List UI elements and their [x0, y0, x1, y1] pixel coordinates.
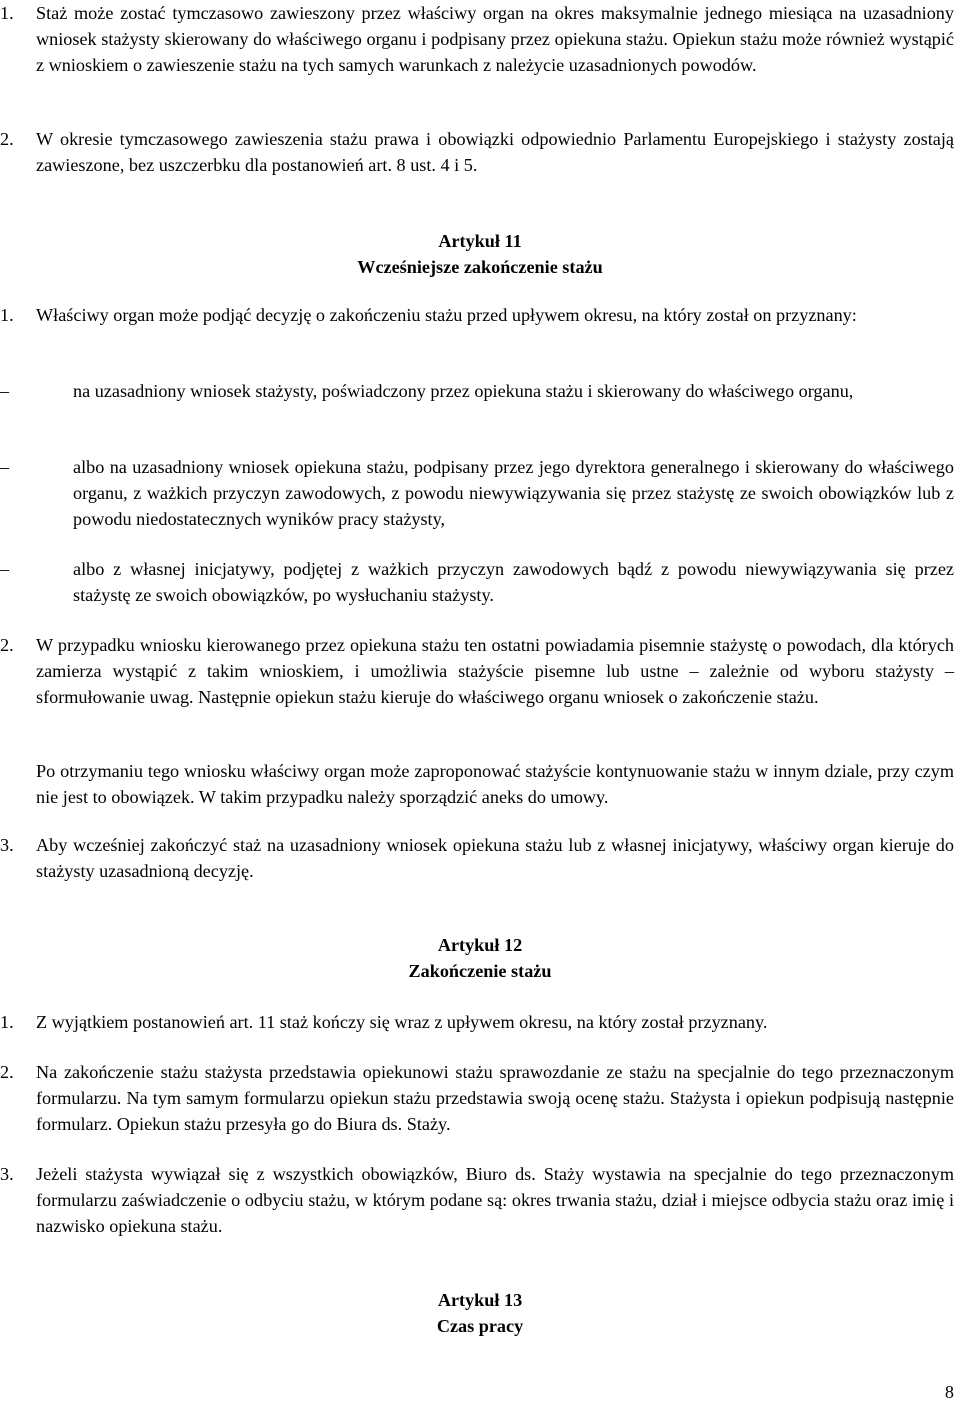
article-heading: Artykuł 12 [437, 935, 523, 955]
paragraph-text: W okresie tymczasowego zawieszenia stażu prawa i obowiązki odpowiednio Parlamentu Europejskiego i stażysty zostają zawieszone, bez uszczerbku dla postanowień art. 8 ust. 4 i 5. [36, 129, 954, 175]
paragraph-number: 2. [0, 129, 14, 149]
list-item: na uzasadniony wniosek stażysty, poświadczony przez opiekuna stażu i skierowany do właściwego organu, [73, 381, 854, 401]
article-title: Czas pracy [436, 1316, 524, 1336]
page-number: 8 [944, 1382, 954, 1402]
article-title: Zakończenie stażu [408, 961, 552, 981]
paragraph-text: W przypadku wniosku kierowanego przez opiekuna stażu ten ostatni powiadamia pisemnie stażystę o powodach, dla których zamierza wystąpić z takim wnioskiem, i umożliwia stażyście pisemne lub ustne – zależnie od wyboru stażysty – sformułowanie uwag. Następnie opiekun stażu kieruje do właściwego organu wniosek o zakończenie stażu. [36, 635, 954, 707]
paragraph-number: 2. [0, 635, 14, 655]
article-heading: Artykuł 11 [438, 231, 522, 251]
paragraph-number: 1. [0, 3, 14, 23]
paragraph-number: 1. [0, 1012, 14, 1032]
paragraph-number: 3. [0, 835, 14, 855]
list-dash: – [0, 457, 10, 477]
list-item: albo z własnej inicjatywy, podjętej z ważkich przyczyn zawodowych bądź z powodu niewywiązywania się przez stażystę ze swoich obowiązków, po wysłuchaniu stażysty. [73, 559, 954, 605]
paragraph-text: Po otrzymaniu tego wniosku właściwy organ może zaproponować stażyście kontynuowanie stażu w innym dziale, przy czym nie jest to obowiązek. W takim przypadku należy sporządzić aneks do umowy. [36, 761, 954, 807]
paragraph-number: 1. [0, 305, 14, 325]
paragraph-number: 3. [0, 1164, 14, 1184]
article-heading: Artykuł 13 [437, 1290, 523, 1310]
list-item: albo na uzasadniony wniosek opiekuna stażu, podpisany przez jego dyrektora generalnego i skierowany do właściwego organu, z ważkich przyczyn zawodowych, z powodu niewywiązywania się przez stażystę ze swoich obowiązków lub z powodu niedostatecznych wyników pracy stażysty, [73, 457, 954, 529]
paragraph-text: Jeżeli stażysta wywiązał się z wszystkich obowiązków, Biuro ds. Staży wystawia na specjalnie do tego przeznaczonym formularzu zaświadczenie o odbyciu stażu, w którym podane są: okres trwania stażu, dział i miejsce odbycia stażu oraz imię i nazwisko opiekuna stażu. [36, 1164, 954, 1236]
paragraph-text: Aby wcześniej zakończyć staż na uzasadniony wniosek opiekuna stażu lub z własnej inicjatywy, właściwy organ kieruje do stażysty uzasadnioną decyzję. [36, 835, 954, 881]
paragraph-text: Z wyjątkiem postanowień art. 11 staż kończy się wraz z upływem okresu, na który został przyznany. [36, 1012, 768, 1032]
list-dash: – [0, 381, 10, 401]
paragraph-text: Na zakończenie stażu stażysta przedstawia opiekunowi stażu sprawozdanie ze stażu na specjalnie do tego przeznaczonym formularzu. Na tym samym formularzu opiekun stażu przedstawia swoją ocenę stażu. Stażysta i opiekun podpisują następnie formularz. Opiekun stażu przesyła go do Biura ds. Staży. [36, 1062, 954, 1134]
paragraph-text: Właściwy organ może podjąć decyzję o zakończeniu stażu przed upływem okresu, na który został on przyznany: [36, 305, 857, 325]
paragraph-number: 2. [0, 1062, 14, 1082]
list-dash: – [0, 559, 10, 579]
article-title: Wcześniejsze zakończenie stażu [357, 257, 603, 277]
paragraph-text: Staż może zostać tymczasowo zawieszony przez właściwy organ na okres maksymalnie jednego miesiąca na uzasadniony wniosek stażysty skierowany do właściwego organu i podpisany przez opiekuna stażu. Opiekun stażu może również wystąpić z wnioskiem o zawieszenie stażu na tych samych warunkach z należycie uzasadnionych powodów. [36, 3, 954, 75]
